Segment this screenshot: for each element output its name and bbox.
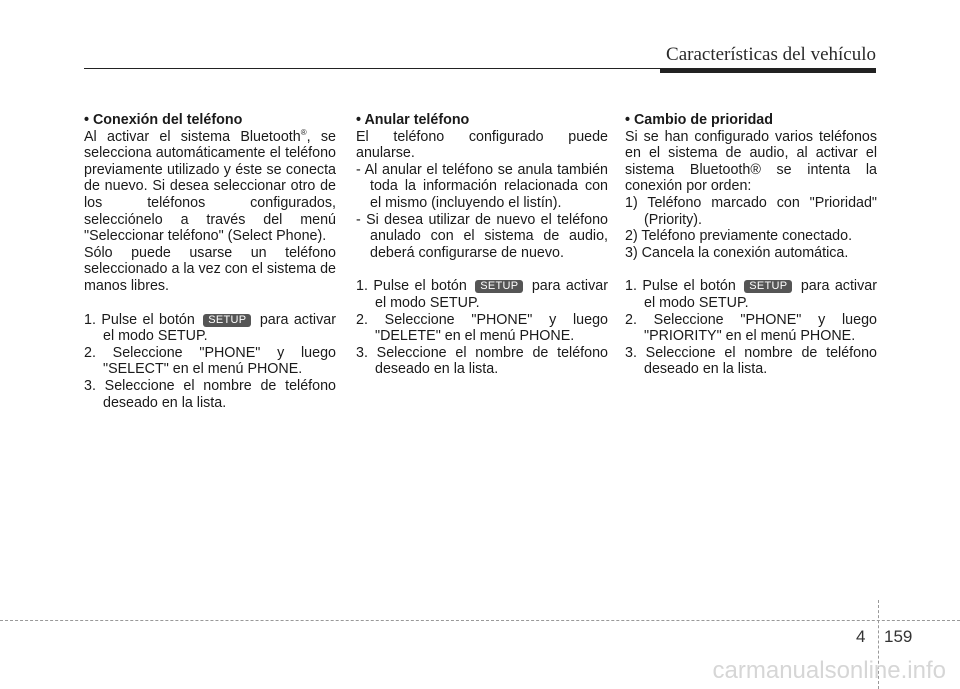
- section-heading: • Anular teléfono: [356, 112, 470, 128]
- setup-button-icon: SETUP: [203, 314, 251, 327]
- chapter-number: 4: [856, 627, 866, 646]
- paragraph: Si se han configurado varios teléfonos en el sistema de audio, al activar el sistema Bluetooth® se intenta la conexión por orden:: [625, 128, 877, 195]
- header-bar: [660, 68, 876, 73]
- column-delete-phone: [356, 112, 608, 378]
- column-priority-change: [625, 112, 877, 378]
- step-3: 3. Seleccione el nombre de teléfono deseado en la lista.: [356, 344, 608, 378]
- paragraph: [84, 129, 336, 245]
- step-number: 1.: [356, 278, 368, 295]
- dash-item-2: - Si desea utilizar de nuevo el teléfono anulado con el sistema de audio, deberá configurarse de nuevo.: [356, 211, 608, 261]
- section-heading: • Conexión del teléfono: [84, 112, 243, 128]
- dash-item-1: - Al anular el teléfono se anula también toda la información relacionada con el mismo (incluyendo el listín).: [356, 161, 608, 211]
- setup-button-icon: SETUP: [475, 280, 523, 293]
- step-2: 2. Seleccione "PHONE" y luego "DELETE" en el menú PHONE.: [356, 311, 608, 345]
- column-phone-connection: [84, 112, 336, 411]
- step-1: [356, 278, 608, 311]
- step-1: [625, 278, 877, 311]
- watermark: carmanualsonline.info: [712, 657, 946, 684]
- registered-mark: ®: [300, 127, 307, 137]
- text: Al activar el sistema Bluetooth: [84, 128, 301, 145]
- step-1: [84, 312, 336, 345]
- paragraph: El teléfono configurado puede anularse.: [356, 128, 608, 162]
- text: para activar el modo SETUP.: [375, 278, 608, 311]
- section-heading: • Cambio de prioridad: [625, 112, 773, 128]
- step-2: 2. Seleccione "PHONE" y luego "PRIORITY" en el menú PHONE.: [625, 311, 877, 345]
- footer-divider: [0, 620, 960, 621]
- step-number: 1.: [84, 311, 96, 328]
- step-3: 3. Seleccione el nombre de teléfono deseado en la lista.: [625, 344, 877, 378]
- page-header-title: Características del vehículo: [666, 44, 876, 65]
- step-number: 1.: [625, 278, 637, 295]
- text: para activar el modo SETUP.: [103, 311, 336, 345]
- paragraph: Sólo puede usarse un teléfono seleccionado a la vez con el sistema de manos libres.: [84, 244, 336, 294]
- order-item-2: 2) Teléfono previamente conectado.: [625, 228, 853, 245]
- setup-button-icon: SETUP: [744, 280, 792, 293]
- text: Pulse el botón: [101, 311, 195, 328]
- page-number: 159: [884, 627, 913, 646]
- text: , se selecciona automáticamente el teléfono previamente utilizado y éste se conecta de nuevo. Si desea seleccionar otro de los teléfonos configurados, selecciónelo a través del menú "Seleccionar teléfono" (Select Phone).: [84, 128, 336, 245]
- order-item-3: 3) Cancela la conexión automática.: [625, 244, 849, 261]
- text: Pulse el botón: [373, 278, 467, 295]
- text: Pulse el botón: [642, 278, 736, 295]
- text: para activar el modo SETUP.: [644, 278, 877, 311]
- order-item-1: 1) Teléfono marcado con "Prioridad" (Priority).: [625, 194, 877, 228]
- step-3: 3. Seleccione el nombre de teléfono deseado en la lista.: [84, 377, 336, 411]
- step-2: 2. Seleccione "PHONE" y luego "SELECT" en el menú PHONE.: [84, 344, 336, 378]
